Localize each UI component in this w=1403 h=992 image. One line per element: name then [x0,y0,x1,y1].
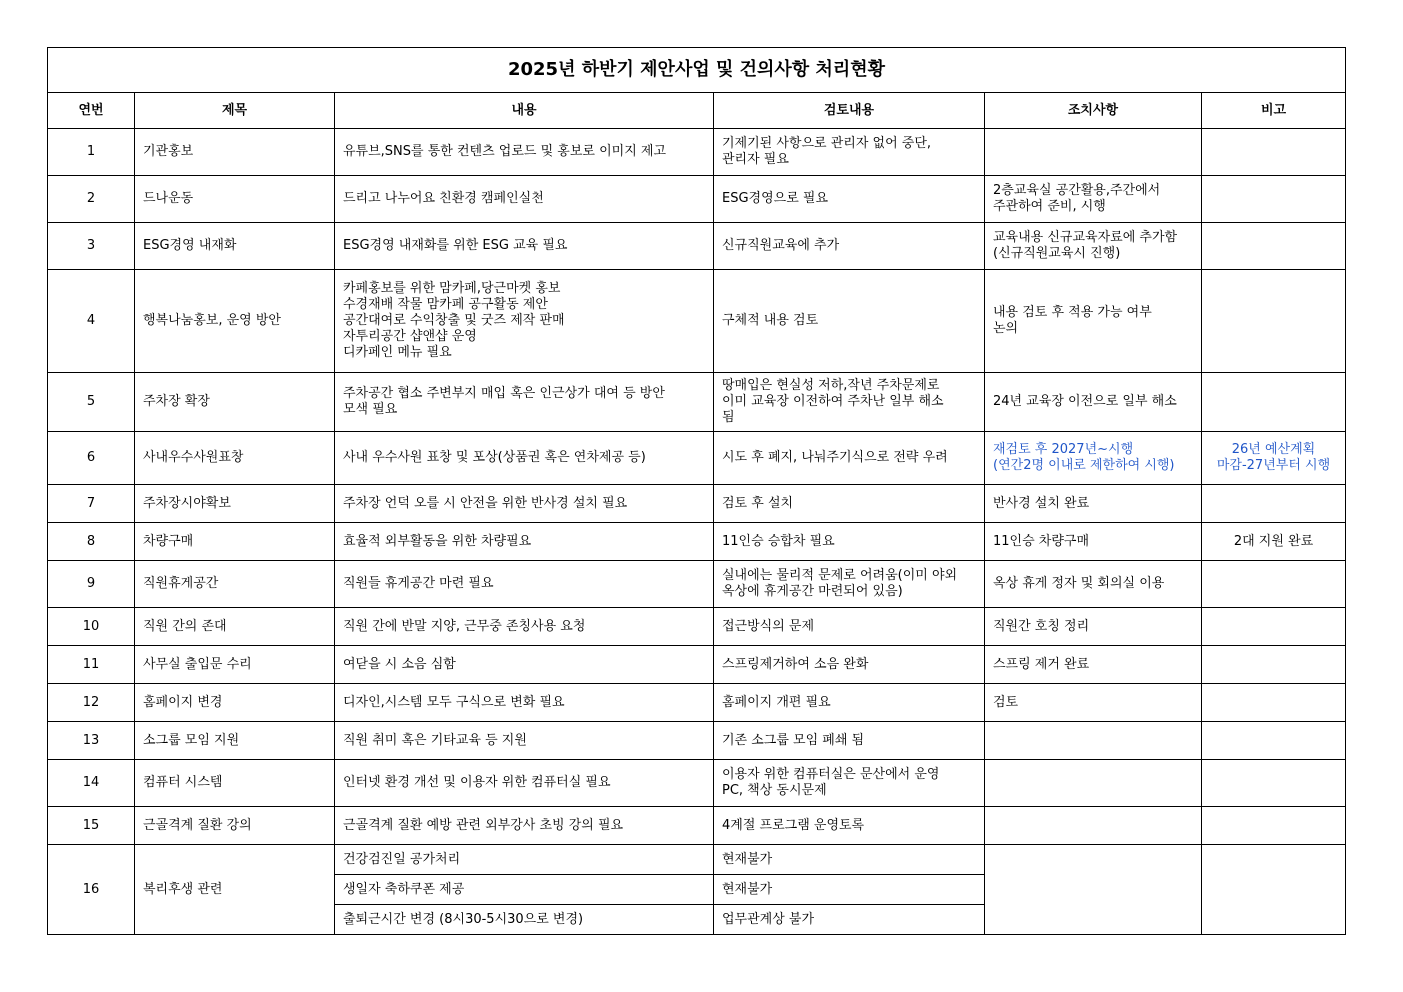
cell-no: 13 [48,722,135,760]
cell-review: 검토 후 설치 [714,485,985,523]
cell-title: 주차장 확장 [135,373,335,432]
cell-action [985,760,1202,807]
cell-no: 11 [48,646,135,684]
cell-content: 직원들 휴게공간 마련 필요 [335,561,714,608]
cell-no: 7 [48,485,135,523]
header-no: 연번 [48,93,135,129]
cell-review: 11인승 승합차 필요 [714,523,985,561]
cell-title: 사내우수사원표창 [135,432,335,485]
table-row [48,646,1346,684]
cell-note [1202,176,1346,223]
cell-content: 직원 취미 혹은 기타교육 등 지원 [335,722,714,760]
cell-content: 여닫을 시 소음 심함 [335,646,714,684]
cell-title: 직원 간의 존대 [135,608,335,646]
cell-action [985,129,1202,176]
cell-note [1202,223,1346,270]
cell-review: 이용자 위한 컴퓨터실은 문산에서 운영 PC, 책상 동시문제 [714,760,985,807]
cell-content: 드리고 나누어요 친환경 캠페인실천 [335,176,714,223]
cell-note [1202,646,1346,684]
cell-note [1202,373,1346,432]
table-row [48,807,1346,845]
cell-note: 26년 예산계획 마감-27년부터 시행 [1202,432,1346,485]
cell-title: 주차장시야확보 [135,485,335,523]
cell-action: 옥상 휴게 정자 및 회의실 이용 [985,561,1202,608]
cell-action: 검토 [985,684,1202,722]
cell-title: 근골격계 질환 강의 [135,807,335,845]
cell-title: 소그룹 모임 지원 [135,722,335,760]
cell-content: 출퇴근시간 변경 (8시30-5시30으로 변경) [335,905,714,935]
cell-review: 홈페이지 개편 필요 [714,684,985,722]
cell-review: 신규직원교육에 추가 [714,223,985,270]
header-content: 내용 [335,93,714,129]
cell-title: ESG경영 내재화 [135,223,335,270]
cell-note [1202,129,1346,176]
cell-no: 2 [48,176,135,223]
cell-no: 8 [48,523,135,561]
cell-review: 실내에는 물리적 문제로 어려움(이미 야외 옥상에 휴게공간 마련되어 있음) [714,561,985,608]
cell-action [985,722,1202,760]
cell-no: 6 [48,432,135,485]
cell-review: 기존 소그룹 모임 폐쇄 됨 [714,722,985,760]
cell-no: 16 [48,845,135,935]
table-body [48,129,1346,935]
cell-review: 현재불가 [714,875,985,905]
cell-review: 시도 후 폐지, 나눠주기식으로 전략 우려 [714,432,985,485]
header-note: 비고 [1202,93,1346,129]
document-title: 2025년 하반기 제안사업 및 건의사항 처리현황 [48,48,1346,93]
cell-no: 10 [48,608,135,646]
cell-no: 5 [48,373,135,432]
cell-note [1202,722,1346,760]
cell-title: 사무실 출입문 수리 [135,646,335,684]
cell-action: 스프링 제거 완료 [985,646,1202,684]
cell-title: 기관홍보 [135,129,335,176]
table-row [48,722,1346,760]
cell-action: 직원간 호칭 정리 [985,608,1202,646]
cell-content: 효율적 외부활동을 위한 차량필요 [335,523,714,561]
cell-content: ESG경영 내재화를 위한 ESG 교육 필요 [335,223,714,270]
cell-content: 디자인,시스템 모두 구식으로 변화 필요 [335,684,714,722]
cell-review: 업무관계상 불가 [714,905,985,935]
cell-action: 24년 교육장 이전으로 일부 해소 [985,373,1202,432]
cell-note [1202,684,1346,722]
cell-content: 근골격계 질환 예방 관련 외부강사 초빙 강의 필요 [335,807,714,845]
cell-content: 직원 간에 반말 지양, 근무중 존칭사용 요청 [335,608,714,646]
cell-no: 15 [48,807,135,845]
cell-action: 11인승 차량구매 [985,523,1202,561]
cell-note [1202,270,1346,373]
cell-no: 9 [48,561,135,608]
cell-content: 사내 우수사원 표창 및 포상(상품권 혹은 연차제공 등) [335,432,714,485]
cell-action: 내용 검토 후 적용 가능 여부 논의 [985,270,1202,373]
cell-title: 직원휴게공간 [135,561,335,608]
document-sheet [47,47,1345,935]
cell-content: 주차장 언덕 오를 시 안전을 위한 반사경 설치 필요 [335,485,714,523]
table-row [48,485,1346,523]
cell-content: 생일자 축하쿠폰 제공 [335,875,714,905]
cell-title: 행복나눔홍보, 운영 방안 [135,270,335,373]
cell-no: 14 [48,760,135,807]
cell-note [1202,845,1346,935]
cell-review: 현재불가 [714,845,985,875]
cell-review: 4계절 프로그램 운영토록 [714,807,985,845]
cell-note [1202,760,1346,807]
cell-note [1202,608,1346,646]
cell-note [1202,485,1346,523]
table-row [48,223,1346,270]
cell-no: 1 [48,129,135,176]
cell-action [985,807,1202,845]
table-row [48,845,1346,875]
cell-content: 인터넷 환경 개선 및 이용자 위한 컴퓨터실 필요 [335,760,714,807]
table-row [48,523,1346,561]
cell-action [985,845,1202,935]
table-row [48,760,1346,807]
cell-content: 카페홍보를 위한 맘카페,당근마켓 홍보 수경재배 작물 맘카페 공구활동 제안 공간대여로 수익창출 및 굿즈 제작 판매 자투리공간 샵앤샵 운영 디카페인 메뉴 필요 [335,270,714,373]
table-row [48,373,1346,432]
cell-content: 건강검진일 공가처리 [335,845,714,875]
cell-note: 2대 지원 완료 [1202,523,1346,561]
cell-review: 접근방식의 문제 [714,608,985,646]
cell-note [1202,561,1346,608]
table-row [48,608,1346,646]
table-row [48,684,1346,722]
cell-title: 차량구매 [135,523,335,561]
cell-review: 스프링제거하여 소음 완화 [714,646,985,684]
cell-review: ESG경영으로 필요 [714,176,985,223]
cell-review: 기제기된 사항으로 관리자 없어 중단, 관리자 필요 [714,129,985,176]
cell-action: 반사경 설치 완료 [985,485,1202,523]
header-title: 제목 [135,93,335,129]
header-review: 검토내용 [714,93,985,129]
cell-no: 3 [48,223,135,270]
table-row [48,176,1346,223]
cell-no: 4 [48,270,135,373]
cell-title: 홈페이지 변경 [135,684,335,722]
cell-review: 땅매입은 현실성 저하,작년 주차문제로 이미 교육장 이전하여 주차난 일부 해소 됨 [714,373,985,432]
cell-action: 2층교육실 공간활용,주간에서 주관하여 준비, 시행 [985,176,1202,223]
table-row [48,270,1346,373]
cell-review: 구체적 내용 검토 [714,270,985,373]
status-table [47,47,1346,935]
table-row [48,561,1346,608]
cell-action: 재검토 후 2027년~시행 (연간2명 이내로 제한하여 시행) [985,432,1202,485]
cell-title: 컴퓨터 시스템 [135,760,335,807]
cell-action: 교육내용 신규교육자료에 추가함 (신규직원교육시 진행) [985,223,1202,270]
header-action: 조치사항 [985,93,1202,129]
cell-note [1202,807,1346,845]
cell-title: 드나운동 [135,176,335,223]
table-row [48,432,1346,485]
cell-no: 12 [48,684,135,722]
cell-content: 유튜브,SNS를 통한 컨텐츠 업로드 및 홍보로 이미지 제고 [335,129,714,176]
cell-title: 복리후생 관련 [135,845,335,935]
cell-content: 주차공간 협소 주변부지 매입 혹은 인근상가 대여 등 방안 모색 필요 [335,373,714,432]
table-row [48,129,1346,176]
header-row [48,93,1346,129]
